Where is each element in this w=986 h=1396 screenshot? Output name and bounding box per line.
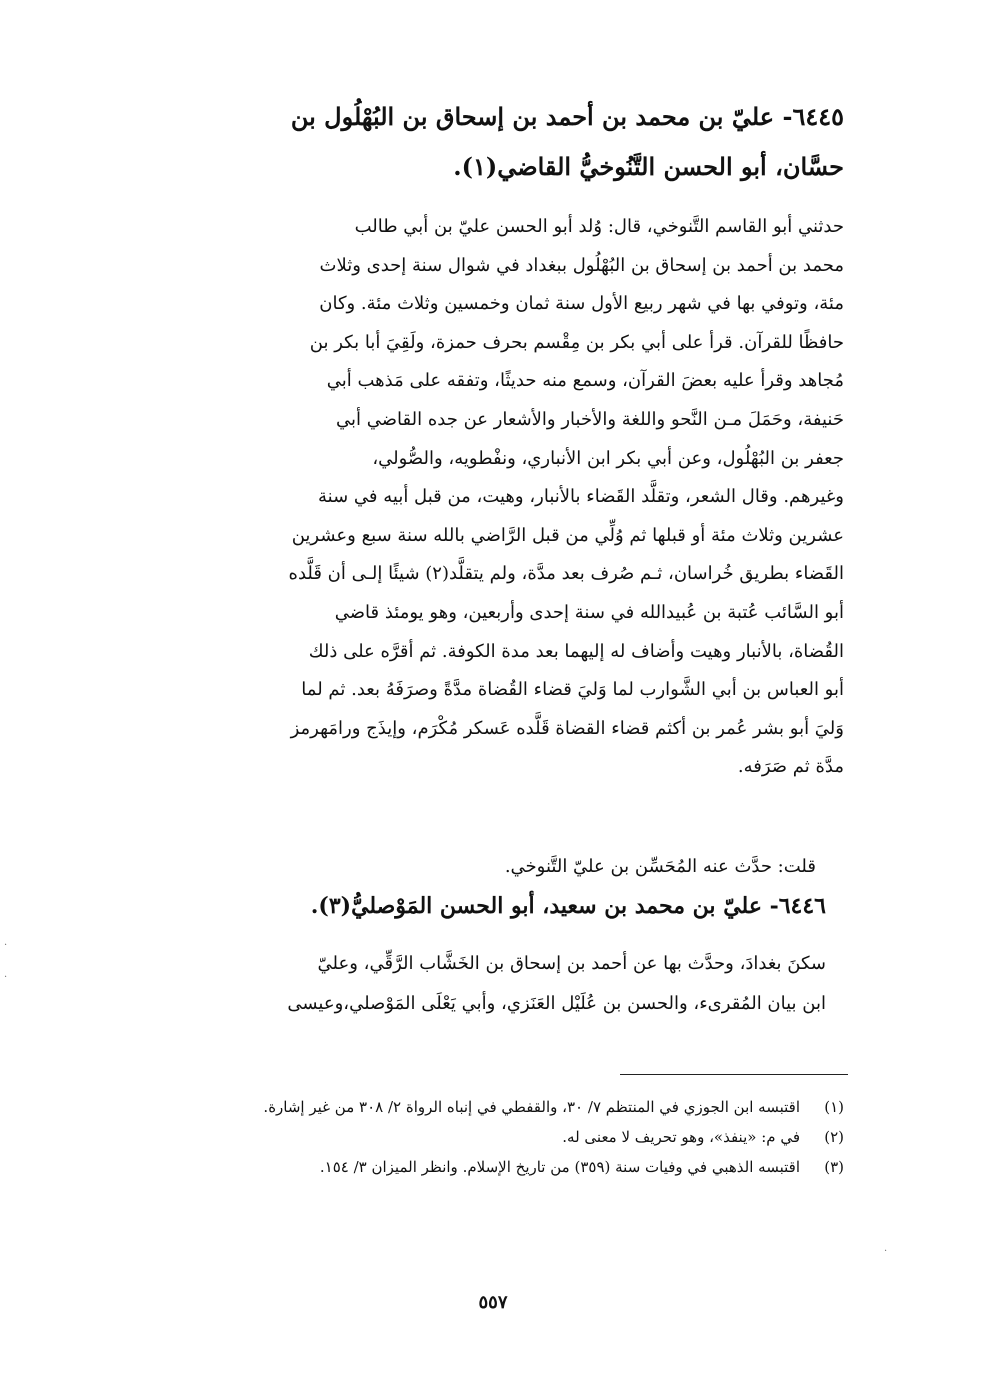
note-line: قلت: حدَّث عنه المُحَسِّن بن عليّ التَّنوخي. bbox=[504, 856, 816, 877]
footnote-text: اقتبسه ابن الجوزي في المنتظم ٧/ ٣٠، والقفطي في إنباه الرواة ٢/ ٣٠٨ من غير إشارة. bbox=[263, 1098, 800, 1116]
footnote bbox=[142, 1122, 844, 1152]
heading-line: حسَّان، أبو الحسن التَّنُوخيُّ القاضي(١). bbox=[453, 152, 844, 181]
paragraph-line: حَنيفة، وحَمَلَ مـن النَّحو واللغة والأخبار والأشعار عن جده القاضي أبي bbox=[336, 408, 844, 430]
footnote bbox=[142, 1152, 844, 1182]
footnote-number: (٣) bbox=[824, 1158, 844, 1176]
footnotes bbox=[142, 1092, 844, 1182]
paragraph-line: مُجاهد وقرأ عليه بعضَ القرآن، وسمع منه حديثًا، وتفقه على مَذهب أبي bbox=[326, 370, 844, 392]
paragraph-line: محمد بن أحمد بن إسحاق بن البُهْلُول ببغداد في شوال سنة إحدى وثلاث bbox=[319, 254, 844, 276]
paragraph-line: القَضاء بطريق خُراسان، ثـم صُرف بعد مدَّة، ولم يتقلَّد(٢) شيئًا إلـى أن قَلَّده bbox=[288, 563, 844, 585]
paragraph-line: وغيرهم. وقال الشعر، وتقلَّد القَضاء بالأنبار، وهيت، من قبل أبيه في سنة bbox=[318, 486, 844, 508]
entry-heading-6446 bbox=[142, 884, 844, 928]
entry-heading-6445 bbox=[142, 92, 844, 192]
paragraph-line: سكنَ بغدادَ، وحدَّث بها عن أحمد بن إسحاق بن الخَشَّاب الرَّقِّي، وعليّ bbox=[317, 953, 826, 974]
paragraph-line: ابن بيان المُقرىء، والحسن بن عُلَيْل العَنَزي، وأبي يَعْلَى المَوْصلي،وعيسى bbox=[287, 993, 826, 1014]
biography-paragraph bbox=[142, 208, 844, 787]
paragraph-line: مئة، وتوفي بها في شهر ربيع الأول سنة ثمان وخمسين وثلاث مئة. وكان bbox=[319, 293, 844, 315]
paragraph-line: جعفر بن البُهْلُول، وعن أبي بكر ابن الأنباري، ونفْطويه، والصُّولي، bbox=[372, 447, 844, 469]
footnote-number: (١) bbox=[824, 1098, 844, 1116]
paragraph-line: حدثني أبو القاسم التَّنوخي، قال: وُلد أبو الحسن عليّ بن أبي طالب bbox=[354, 216, 844, 237]
heading-line: ٦٤٤٥- عليّ بن محمد بن أحمد بن إسحاق بن البُهْلُول بن bbox=[290, 102, 844, 131]
scan-speck: · bbox=[4, 940, 8, 951]
scan-speck: · bbox=[884, 1246, 888, 1257]
paragraph-line: وَليَ أبو بشر عُمر بن أكثم قضاء القضاة قَلَّده عَسكر مُكْرَم، وإيذَج ورامَهرمز bbox=[290, 717, 844, 739]
heading-line: ٦٤٤٦- عليّ بن محمد بن سعيد، أبو الحسن المَوْصليُّ(٣). bbox=[310, 893, 826, 919]
paragraph-line: عشرين وثلاث مئة أو قبلها ثم وُلِّي من قبل الرَّاضي بالله سنة سبع وعشرين bbox=[291, 524, 844, 546]
biography-paragraph-2 bbox=[142, 944, 844, 1024]
footnote-divider bbox=[620, 1074, 848, 1075]
footnote-text: في م: «ينفذ»، وهو تحريف لا معنى له. bbox=[562, 1128, 800, 1146]
paragraph-line: القُضاة، بالأنبار وهيت وأضاف له إليهما بعد مدة الكوفة. ثم أقرَّه على ذلك bbox=[308, 640, 844, 662]
footnote-text: اقتبسه الذهبي في وفيات سنة (٣٥٩) من تاريخ الإسلام. وانظر الميزان ٣/ ١٥٤. bbox=[319, 1158, 800, 1176]
footnote bbox=[142, 1092, 844, 1122]
paragraph-line: حافظًا للقرآن. قرأ على أبي بكر بن مِقْسم بحرف حمزة، ولَقِيَ أبا بكر بن bbox=[309, 331, 844, 353]
editor-note-line bbox=[142, 848, 844, 886]
footnote-number: (٢) bbox=[824, 1128, 844, 1146]
paragraph-line: أبو السَّائب عُتبة بن عُبيدالله في سنة إحدى وأربعين، وهو يومئذ قاضي bbox=[334, 601, 844, 623]
page-number: ٥٥٧ bbox=[478, 1292, 508, 1313]
scan-speck: · bbox=[4, 972, 8, 983]
paragraph-line: مدَّة ثم صَرَفه. bbox=[737, 756, 844, 778]
paragraph-line: أبو العباس بن أبي الشَّوارب لما وَليَ قضاء القُضاة مدَّةً وصرَفَهُ بعد. ثم لما bbox=[301, 679, 844, 701]
